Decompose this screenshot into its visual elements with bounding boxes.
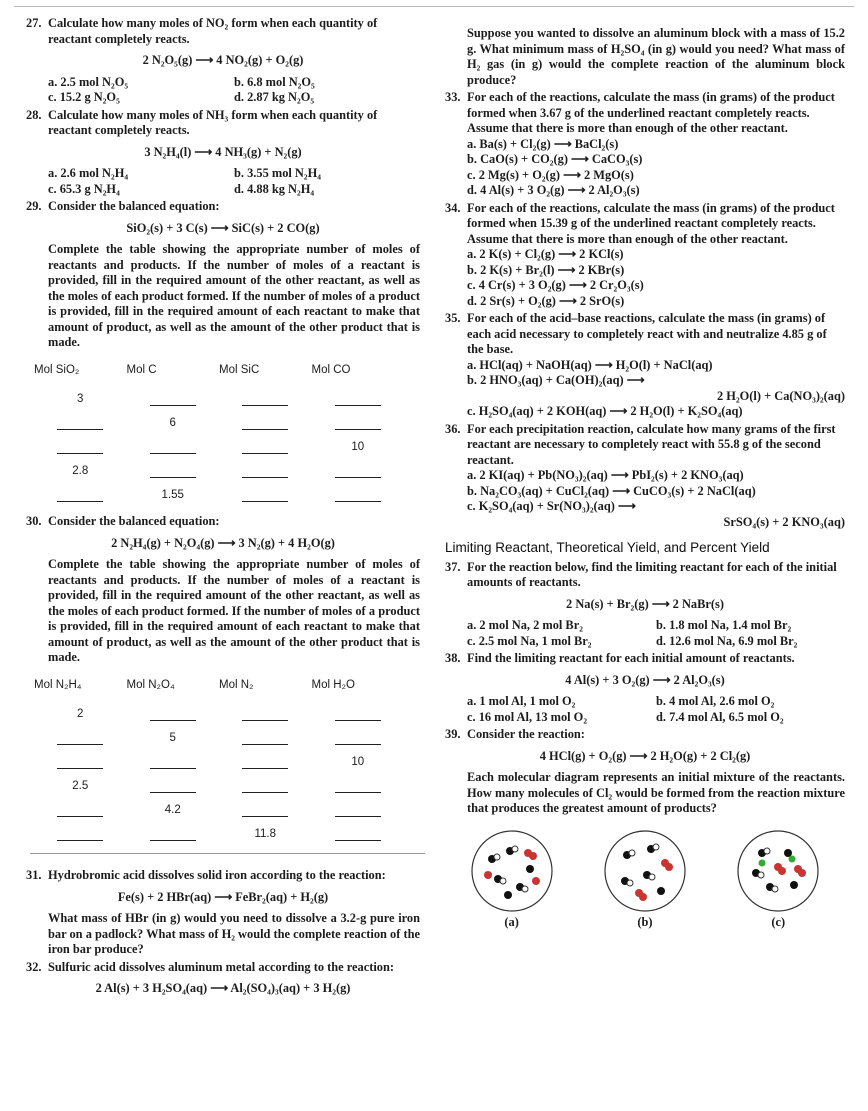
table-header: Mol N₂O₄ [126,678,175,691]
option: c. 4 Cr(s) + 3 O₂(g) ⟶ 2 Cr₂O₃(s) [467,278,644,292]
table-cell [127,727,220,751]
moles-table-29 [34,361,404,509]
table-cell [312,484,405,508]
molecule-mixture-c-image [736,829,820,913]
answer-blank [335,405,381,406]
question-35 [445,311,845,420]
table-cell [34,727,127,751]
table-cell [219,484,312,508]
table-cell [312,703,405,727]
table-header: Mol C [126,363,157,376]
table-header: Mol CO [311,363,351,376]
answer-blank [335,477,381,478]
question-number: 39. [445,727,461,741]
options [26,166,420,197]
table-bottom-rule [30,853,425,854]
table-cell [219,436,312,460]
molecule-mixture-a-image [470,829,554,913]
table-cell [34,703,127,727]
question-number: 35. [445,311,461,325]
diagram-b [603,829,687,931]
answer-blank [335,792,381,793]
question-text: For each of the reactions, calculate the mass (in grams) of the product formed when 15.39 g of the underlined reactant completely reacts. Assume that there is more than enough of the other reactant. [467,200,835,246]
table-cell [127,751,220,775]
question-text: Consider the balanced equation: [48,199,220,213]
options [445,618,845,649]
table-cell [312,460,405,484]
answer-blank [335,840,381,841]
table-cell [127,823,220,847]
table-cell [34,388,127,412]
answer-blank [242,453,288,454]
table-cell [219,388,312,412]
option: d. 7.4 mol Al, 6.5 mol O₂ [656,709,784,724]
diagram-label: (a) [504,914,519,929]
table-cell [312,412,405,436]
options [26,75,420,106]
given-value: 10 [351,756,365,769]
answer-blank [150,405,196,406]
right-column [445,14,845,930]
given-value: 4.2 [164,804,181,817]
equation: 2 Al(s) + 3 H₂SO₄(aq) ⟶ Al₂(SO₄)₃(aq) + 3 H₂(g) [95,981,351,995]
table-cell [34,484,127,508]
question-number: 37. [445,559,461,574]
answer-blank [150,840,196,841]
option: b. CaO(s) + CO₂(g) ⟶ CaCO₃(s) [467,152,643,166]
table-cell [127,460,220,484]
answer-blank [335,744,381,745]
answer-blank [57,501,103,502]
section-heading: Limiting Reactant, Theoretical Yield, and Percent Yield [445,540,770,555]
question-39 [445,727,845,930]
answer-blank [57,453,103,454]
given-value: 2.8 [72,465,89,478]
option: d. 12.6 mol Na, 6.9 mol Br₂ [656,633,798,648]
answer-blank [242,744,288,745]
option: d. 4 Al(s) + 3 O₂(g) ⟶ 2 Al₂O₃(s) [467,183,640,197]
option: a. 2.5 mol N₂O₅ [48,74,129,89]
answer-blank [150,453,196,454]
question-number: 31. [26,868,42,882]
table-cell [127,484,220,508]
table-cell [312,727,405,751]
question-text: Calculate how many moles of NO₂ form when each quantity of reactant completely reacts. [48,16,378,46]
option: a. 2 K(s) + Cl₂(g) ⟶ 2 KCl(s) [467,247,624,261]
table-header: Mol SiC [219,363,260,376]
diagram-a [470,829,554,931]
diagram-label: (c) [771,914,786,929]
question-text: Find the limiting reactant for each initial amount of reactants. [467,651,795,665]
table-header: Mol H₂O [311,678,355,691]
table-cell [127,388,220,412]
option-continued: SrSO₄(s) + 2 KNO₃(aq) [723,514,845,529]
question-number: 30. [26,514,42,528]
answer-blank [242,768,288,769]
given-value: 1.55 [161,489,184,502]
table-cell [34,412,127,436]
question-31 [26,868,420,958]
equation: 2 N₂O₅(g) ⟶ 4 NO₂(g) + O₂(g) [142,53,304,67]
table-cell [34,460,127,484]
moles-table-30 [34,676,404,848]
table-cell [127,412,220,436]
table-cell [34,799,127,823]
answer-blank [242,501,288,502]
option: c. K₂SO₄(aq) + Sr(NO₃)₂(aq) ⟶ [467,499,636,513]
table-cell [34,751,127,775]
option: b. 1.8 mol Na, 1.4 mol Br₂ [656,618,792,632]
option: c. 2.5 mol Na, 1 mol Br₂ [467,633,592,648]
table-header: Mol N₂ [219,678,254,691]
table-cell [219,799,312,823]
answer-blank [57,816,103,817]
question-number: 32. [26,959,42,974]
table-cell [219,412,312,436]
given-value: 2.5 [72,780,89,793]
option: d. 2.87 kg N₂O₅ [234,90,315,104]
answer-blank [335,816,381,817]
question-text: Consider the reaction: [467,727,585,741]
given-value: 3 [77,393,84,406]
answer-blank [335,501,381,502]
answer-blank [150,477,196,478]
given-value: 5 [169,732,176,745]
table-header: Mol N₂H₄ [34,678,82,691]
answer-blank [335,429,381,430]
answer-blank [57,768,103,769]
question-body: Each molecular diagram represents an initial mixture of the reactants. How many molecules of Cl₂ would be formed from the reaction mixture that produces the greatest amount of products? [467,770,845,815]
question-36 [445,422,845,531]
equation: 2 Na(s) + Br₂(g) ⟶ 2 NaBr(s) [566,596,724,611]
question-38 [445,651,845,725]
answer-blank [150,792,196,793]
equation: SiO₂(s) + 3 C(s) ⟶ SiC(s) + 2 CO(g) [126,220,320,235]
question-text: Sulfuric acid dissolves aluminum metal according to the reaction: [48,959,395,974]
table-cell [312,751,405,775]
equation: 4 Al(s) + 3 O₂(g) ⟶ 2 Al₂O₃(s) [565,672,725,687]
option: c. 2 Mg(s) + O₂(g) ⟶ 2 MgO(s) [467,167,634,182]
question-text: Calculate how many moles of NH₃ form when each quantity of reactant completely reacts. [48,107,378,137]
given-value: 11.8 [254,828,277,841]
given-value: 6 [169,417,176,430]
option: b. Na₂CO₃(aq) + CuCl₂(aq) ⟶ CuCO₃(s) + 2 NaCl(aq) [467,483,756,498]
table-cell [127,703,220,727]
question-28 [26,108,420,198]
instructions: Complete the table showing the appropriate number of moles of reactants and products. If the number of moles of a reactant is provided, fill in the required amount of the other reactant, as well as the moles of each product formed. If the number of moles of a product is provided, fill in the required amount of each reactant to make that amount of product, as well as the amount of the other product that is made. [48,557,420,664]
table-cell [127,436,220,460]
table-cell [219,751,312,775]
answer-blank [242,405,288,406]
answer-blank [57,744,103,745]
question-body: What mass of HBr (in g) would you need to dissolve a 3.2-g pure iron bar on a padlock? What mass of H₂ would the complete reaction of the iron bar produce? [48,911,420,956]
question-37 [445,560,845,650]
option: a. HCl(aq) + NaOH(aq) ⟶ H₂O(l) + NaCl(aq) [467,357,713,372]
equation: 4 HCl(g) + O₂(g) ⟶ 2 H₂O(g) + 2 Cl₂(g) [539,748,751,763]
table-cell [312,799,405,823]
table-cell [34,823,127,847]
given-value: 10 [351,441,365,454]
table-cell [312,388,405,412]
question-33 [445,90,845,199]
question-34 [445,201,845,310]
page-top-rule [14,6,854,7]
answer-blank [57,429,103,430]
table-cell [34,436,127,460]
option: b. 6.8 mol N₂O₅ [234,74,315,89]
answer-blank [242,429,288,430]
question-number: 34. [445,200,461,215]
table-cell [219,460,312,484]
equation: 2 N₂H₄(g) + N₂O₄(g) ⟶ 3 N₂(g) + 4 H₂O(g) [111,535,335,550]
question-number: 28. [26,107,42,122]
table-header: Mol SiO₂ [34,363,80,376]
table-cell [219,727,312,751]
answer-blank [242,792,288,793]
answer-blank [57,840,103,841]
question-32 [26,960,420,997]
question-text: Hydrobromic acid dissolves solid iron according to the reaction: [48,868,386,882]
answer-blank [335,720,381,721]
option: a. 2.6 mol N₂H₄ [48,166,129,180]
question-text: For the reaction below, find the limiting reactant for each of the initial amounts of reactants. [467,559,837,589]
option: d. 4.88 kg N₂H₄ [234,181,315,196]
question-27 [26,16,420,106]
option: a. 1 mol Al, 1 mol O₂ [467,694,576,708]
equation: 3 N₂H₄(l) ⟶ 4 NH₃(g) + N₂(g) [144,144,302,159]
answer-blank [242,816,288,817]
option: b. 4 mol Al, 2.6 mol O₂ [656,694,775,708]
question-text: For each of the acid–base reactions, calculate the mass (in grams) of each acid necessary to completely react with and neutralize 4.85 g of the base. [467,311,827,356]
question-text: For each precipitation reaction, calculate how many grams of the first reactant are necessary to completely react with 55.8 g of the second reactant. [467,421,836,467]
answer-blank [150,720,196,721]
question-29 [26,199,420,508]
answer-blank [150,768,196,769]
instructions: Complete the table showing the appropriate number of moles of reactants and products. If the number of moles of a reactant is provided, fill in the required amount of the other reactant, as well as the moles of each product formed. If the number of moles of a product is provided, fill in the required amount of each reactant to make that amount of product, as well as the amount of the other product that is made. [48,242,420,349]
table-cell [34,775,127,799]
table-cell [127,799,220,823]
option: b. 2 K(s) + Br₂(l) ⟶ 2 KBr(s) [467,262,625,277]
option-continued: 2 H₂O(l) + Ca(NO₃)₂(aq) [717,388,845,403]
options [445,694,845,725]
option: c. 16 mol Al, 13 mol O₂ [467,709,588,724]
molecule-mixture-b-image [603,829,687,913]
option: b. 2 HNO₃(aq) + Ca(OH)₂(aq) ⟶ [467,373,645,387]
table-cell [312,775,405,799]
equation: Fe(s) + 2 HBr(aq) ⟶ FeBr₂(aq) + H₂(g) [117,889,329,904]
diagram-c [736,829,820,931]
diagram-label: (b) [637,914,653,929]
option: a. Ba(s) + Cl₂(g) ⟶ BaCl₂(s) [467,136,619,151]
question-number: 38. [445,651,461,665]
table-cell [219,775,312,799]
question-32-continued: Suppose you wanted to dissolve an aluminum block with a mass of 15.2 g. What minimum mass of H₂SO₄ (in g) would you need? What mass of H₂ gas (in g) would the complete reaction of the aluminum block produce? [467,26,845,87]
table-cell [312,823,405,847]
question-number: 33. [445,90,461,104]
table-cell [127,775,220,799]
left-column [26,14,420,1003]
table-cell [312,436,405,460]
option: c. 15.2 g N₂O₅ [48,90,120,104]
option: b. 3.55 mol N₂H₄ [234,166,321,180]
answer-blank [242,720,288,721]
option: a. 2 mol Na, 2 mol Br₂ [467,618,583,632]
option: a. 2 KI(aq) + Pb(NO₃)₂(aq) ⟶ PbI₂(s) + 2 KNO₃(aq) [467,468,744,482]
question-number: 27. [26,16,42,30]
table-cell [219,823,312,847]
option: d. 2 Sr(s) + O₂(g) ⟶ 2 SrO(s) [467,293,625,308]
answer-blank [242,477,288,478]
question-text: For each of the reactions, calculate the mass (in grams) of the product formed when 3.67 g of the underlined reactant completely reacts. Assume that there is more than enough of the other reactant. [467,90,835,135]
molecular-diagrams [445,829,845,931]
table-cell [219,703,312,727]
option: c. 65.3 g N₂H₄ [48,181,120,196]
question-30 [26,514,420,854]
option: c. H₂SO₄(aq) + 2 KOH(aq) ⟶ 2 H₂O(l) + K₂SO₄(aq) [467,404,743,418]
question-number: 36. [445,421,461,436]
question-text: Consider the balanced equation: [48,514,220,528]
given-value: 2 [77,708,84,721]
question-number: 29. [26,199,42,213]
